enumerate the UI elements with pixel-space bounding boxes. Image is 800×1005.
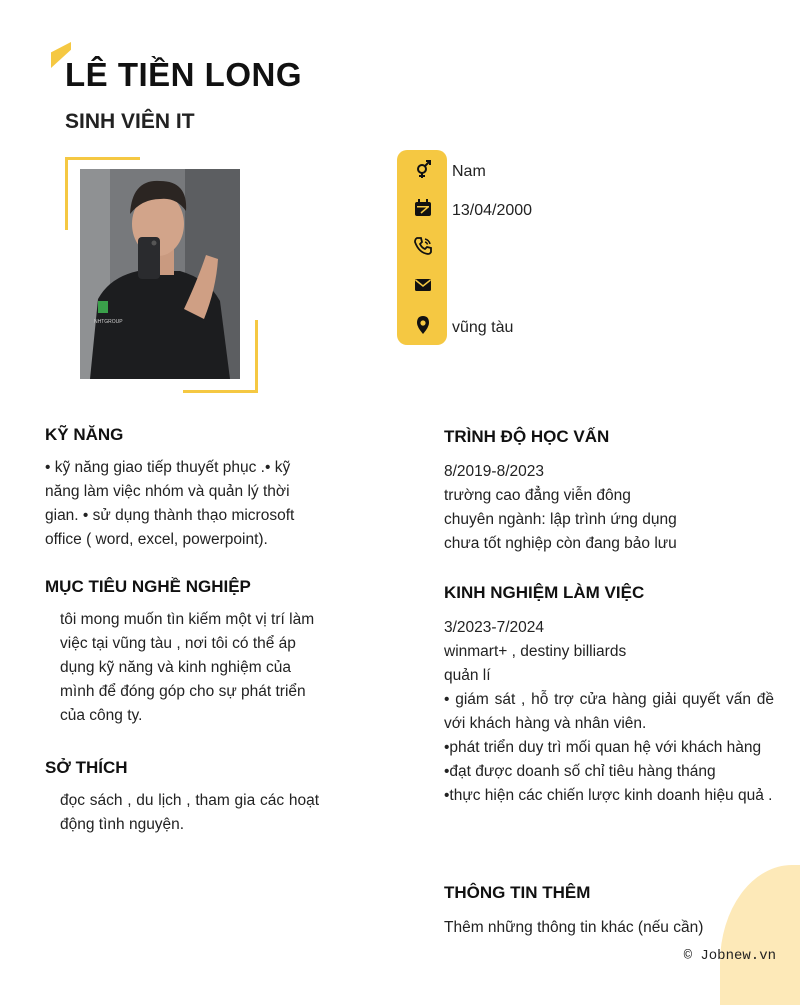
experience-position: quản lí (444, 667, 491, 684)
experience-title: KINH NGHIỆM LÀM VIỆC (444, 583, 645, 602)
shirt-logo-text: NHTGROUP (94, 319, 123, 325)
contact-gender: Nam (452, 163, 486, 180)
education-status: chưa tốt nghiệp còn đang bảo lưu (444, 535, 677, 552)
hobbies-text: đọc sách , du lịch , tham gia các hoạt động tình nguyện. (60, 792, 319, 833)
experience-duty: •đạt được doanh số chỉ tiêu hàng tháng (444, 763, 716, 780)
education-major: chuyên ngành: lập trình ứng dụng (444, 511, 677, 528)
education-school: trường cao đẳng viễn đông (444, 487, 631, 504)
extra-title: THÔNG TIN THÊM (444, 883, 591, 902)
experience-block (444, 616, 774, 808)
experience-duty: • giám sát , hỗ trợ cửa hàng giải quyết vấn đề với khách hàng và nhân viên. (444, 691, 774, 732)
phone-icon (413, 236, 433, 256)
contact-birthday: 13/04/2000 (452, 202, 533, 219)
extra-text: Thêm những thông tin khác (nếu cần) (444, 919, 704, 936)
education-period: 8/2019-8/2023 (444, 463, 544, 480)
calendar-icon (413, 198, 433, 218)
objective-title: MỤC TIÊU NGHỀ NGHIỆP (45, 577, 251, 596)
education-block (444, 460, 774, 556)
copyright-text: © Jobnew.vn (683, 948, 776, 964)
experience-company: winmart+ , destiny billiards (444, 643, 627, 660)
education-title: TRÌNH ĐỘ HỌC VẤN (444, 427, 610, 446)
objective-text: tôi mong muốn tìn kiếm một vị trí làm việc tại vũng tàu , nơi tôi có thể áp dụng kỹ năng và kinh nghiệm của mình để đóng góp cho sự phát triển của công ty. (60, 611, 315, 724)
profile-photo-illustration (80, 169, 240, 379)
gender-icon (413, 159, 433, 179)
profile-photo (80, 169, 240, 379)
contact-address: vũng tàu (452, 319, 514, 336)
skills-text: • kỹ năng giao tiếp thuyết phục .• kỹ năng làm việc nhóm và quản lý thời gian. • sử dụng thành thạo microsoft office ( word, excel, powerpoint). (45, 459, 295, 548)
location-icon (413, 315, 433, 335)
candidate-role: SINH VIÊN IT (65, 110, 195, 133)
hobbies-title: SỞ THÍCH (45, 758, 128, 777)
experience-duty: •phát triển duy trì mối quan hệ với khách hàng (444, 739, 762, 756)
experience-duty: •thực hiện các chiến lược kinh doanh hiệu quả . (444, 787, 773, 804)
experience-period: 3/2023-7/2024 (444, 619, 544, 636)
candidate-name: LÊ TIỀN LONG (65, 56, 302, 93)
email-icon (413, 275, 433, 295)
skills-title: KỸ NĂNG (45, 425, 124, 444)
